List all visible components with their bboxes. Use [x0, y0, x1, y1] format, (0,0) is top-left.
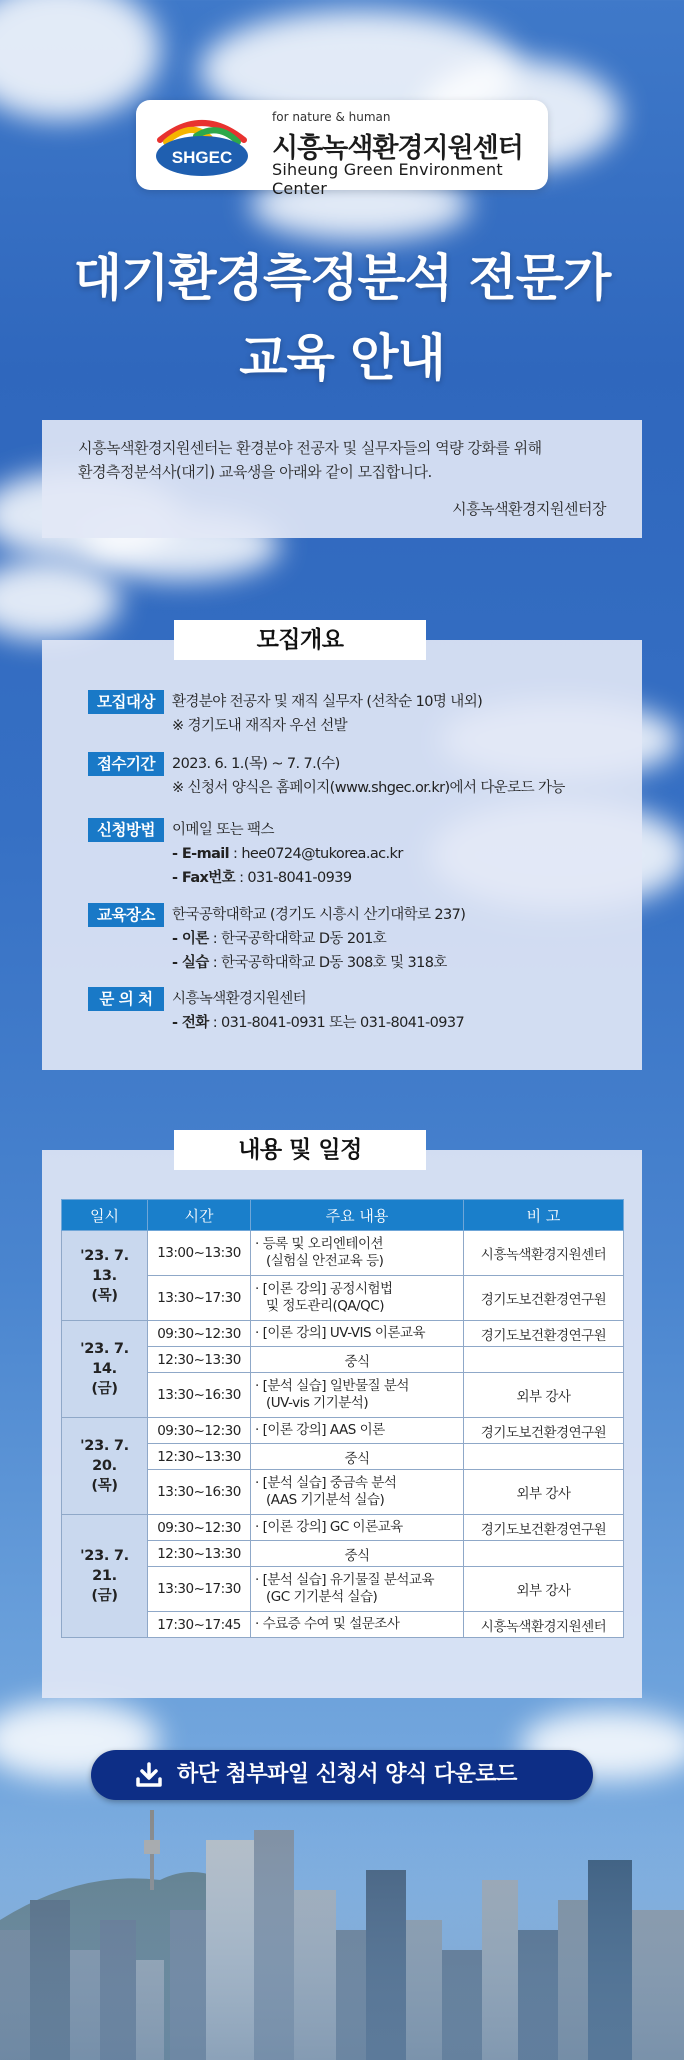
place-theory	[172, 927, 632, 951]
place-practice	[172, 951, 632, 975]
schedule-content-line: · [분석 실습] 중금속 분석	[255, 1475, 397, 1491]
schedule-time-cell: 13:30~16:30	[148, 1470, 251, 1515]
schedule-content-line: · [이론 강의] 공정시험법	[255, 1281, 393, 1297]
schedule-table	[61, 1199, 624, 1638]
tag-place: 교육장소	[88, 903, 164, 927]
logo-mark-text: SHGEC	[171, 148, 233, 167]
schedule-date-line: '23. 7. 14.	[80, 1341, 129, 1377]
fax-value: : 031-8041-0939	[235, 870, 352, 886]
schedule-note-cell: 경기도보건환경연구원	[464, 1418, 624, 1444]
schedule-content-line: · [이론 강의] AAS 이론	[255, 1422, 385, 1438]
recruit-panel	[42, 640, 642, 1070]
schedule-date-line: (목)	[91, 1287, 118, 1304]
header-content: 주요 내용	[251, 1200, 464, 1231]
schedule-date-line: '23. 7. 21.	[80, 1548, 129, 1584]
schedule-row	[62, 1418, 624, 1444]
schedule-content-cell	[251, 1515, 464, 1541]
schedule-time-cell: 09:30~12:30	[148, 1321, 251, 1347]
schedule-row	[62, 1321, 624, 1347]
schedule-note-cell: 시흥녹색환경지원센터	[464, 1231, 624, 1276]
schedule-content-cell	[251, 1276, 464, 1321]
schedule-date-line: '23. 7. 20.	[80, 1438, 129, 1474]
schedule-date-line: (목)	[91, 1478, 118, 1494]
contact-phone	[172, 1011, 632, 1035]
schedule-time-cell: 13:30~17:30	[148, 1567, 251, 1612]
schedule-content-line: (UV-vis 기기분석)	[266, 1395, 369, 1411]
tag-method: 신청방법	[88, 818, 164, 842]
schedule-content-cell	[251, 1418, 464, 1444]
period-line2: ※ 신청서 양식은 홈페이지(www.shgec.or.kr)에서 다운로드 가능	[172, 780, 565, 796]
target-line2: ※ 경기도내 재직자 우선 선발	[172, 718, 348, 734]
schedule-time-cell: 09:30~12:30	[148, 1418, 251, 1444]
period-line1: 2023. 6. 1.(목) ~ 7. 7.(수)	[172, 756, 340, 772]
schedule-content-line: · 수료증 수여 및 설문조사	[255, 1616, 400, 1632]
schedule-content-line: · [이론 강의] GC 이론교육	[255, 1519, 403, 1535]
schedule-time-cell: 13:30~17:30	[148, 1276, 251, 1321]
schedule-section-title: 내용 및 일정	[174, 1130, 426, 1170]
schedule-content-cell	[251, 1612, 464, 1638]
header-time: 시간	[148, 1200, 251, 1231]
schedule-content-cell	[251, 1231, 464, 1276]
tag-period: 접수기간	[88, 752, 164, 776]
schedule-content-cell	[251, 1321, 464, 1347]
schedule-date-cell	[62, 1231, 148, 1321]
theory-value: : 한국공학대학교 D동 201호	[208, 931, 387, 947]
schedule-content-line: (GC 기기분석 실습)	[266, 1589, 378, 1605]
schedule-content-line: 중식	[344, 1353, 370, 1370]
download-icon	[135, 1762, 163, 1788]
schedule-time-cell: 13:00~13:30	[148, 1231, 251, 1276]
schedule-date-cell	[62, 1515, 148, 1638]
email-value: : hee0724@tukorea.ac.kr	[229, 846, 403, 862]
schedule-content-line: (실험실 안전교육 등)	[266, 1253, 384, 1269]
schedule-note-cell: 시흥녹색환경지원센터	[464, 1612, 624, 1638]
schedule-note-cell: 경기도보건환경연구원	[464, 1321, 624, 1347]
schedule-time-cell: 12:30~13:30	[148, 1541, 251, 1567]
schedule-content-cell	[251, 1373, 464, 1418]
phone-label: - 전화	[172, 1015, 209, 1031]
theory-label: - 이론	[172, 931, 209, 947]
logo-tagline: for nature & human	[272, 110, 391, 124]
schedule-content-cell	[251, 1444, 464, 1470]
schedule-date-cell	[62, 1321, 148, 1418]
page-title-line2: 교육 안내	[239, 329, 445, 387]
tag-contact: 문 의 처	[88, 987, 164, 1011]
schedule-note-cell: 경기도보건환경연구원	[464, 1276, 624, 1321]
schedule-note-cell: 외부 강사	[464, 1470, 624, 1515]
schedule-content-line: 및 정도관리(QA/QC)	[266, 1298, 384, 1314]
schedule-content-line: · [분석 실습] 일반물질 분석	[255, 1378, 409, 1394]
download-form-button[interactable]	[91, 1750, 593, 1800]
tag-target: 모집대상	[88, 690, 164, 714]
schedule-content-line: · [이론 강의] UV-VIS 이론교육	[255, 1325, 426, 1341]
schedule-date-line: '23. 7. 13.	[80, 1247, 129, 1284]
method-email	[172, 842, 632, 866]
practice-value: : 한국공학대학교 D동 308호 및 318호	[208, 955, 447, 971]
logo-name-en: Siheung Green Environment Center	[272, 160, 503, 198]
fax-label: - Fax번호	[172, 870, 236, 886]
contact-line1: 시흥녹색환경지원센터	[172, 991, 307, 1007]
schedule-time-cell: 17:30~17:45	[148, 1612, 251, 1638]
download-button-label: 하단 첨부파일 신청서 양식 다운로드	[177, 1762, 517, 1787]
page-title-line1: 대기환경측정분석 전문가	[73, 249, 611, 307]
schedule-content-line: (AAS 기기분석 실습)	[266, 1492, 385, 1508]
schedule-time-cell: 12:30~13:30	[148, 1347, 251, 1373]
intro-panel	[42, 420, 642, 538]
method-line1: 이메일 또는 팩스	[172, 822, 274, 838]
city-skyline-image	[0, 1800, 684, 2060]
schedule-note-cell	[464, 1444, 624, 1470]
schedule-time-cell: 09:30~12:30	[148, 1515, 251, 1541]
intro-line2: 환경측정분석사(대기) 교육생을 아래와 같이 모집합니다.	[78, 463, 432, 481]
schedule-date-line: (금)	[91, 1588, 118, 1604]
schedule-content-cell	[251, 1347, 464, 1373]
shgec-logo-icon	[152, 112, 252, 178]
schedule-body	[62, 1231, 624, 1638]
logo-box	[136, 100, 548, 198]
intro-signature: 시흥녹색환경지원센터장	[452, 500, 606, 518]
header-note: 비 고	[464, 1200, 624, 1231]
place-line1: 한국공학대학교 (경기도 시흥시 산기대학로 237)	[172, 907, 466, 923]
phone-value: : 031-8041-0931 또는 031-8041-0937	[208, 1015, 465, 1031]
schedule-row	[62, 1515, 624, 1541]
schedule-content-cell	[251, 1567, 464, 1612]
logo-name-ko: 시흥녹색환경지원센터	[272, 133, 523, 164]
schedule-row	[62, 1231, 624, 1276]
schedule-note-cell: 외부 강사	[464, 1373, 624, 1418]
target-line1: 환경분야 전공자 및 재직 실무자 (선착순 10명 내외)	[172, 694, 483, 710]
method-fax	[172, 866, 632, 890]
practice-label: - 실습	[172, 955, 209, 971]
schedule-content-line: · 등록 및 오리엔테이션	[255, 1236, 384, 1252]
schedule-content-line: 중식	[344, 1547, 370, 1564]
schedule-content-line: · [분석 실습] 유기물질 분석교육	[255, 1572, 434, 1588]
schedule-time-cell: 13:30~16:30	[148, 1373, 251, 1418]
schedule-header-row	[62, 1200, 624, 1231]
header-date: 일시	[62, 1200, 148, 1231]
schedule-content-cell	[251, 1541, 464, 1567]
intro-line1: 시흥녹색환경지원센터는 환경분야 전공자 및 실무자들의 역량 강화를 위해	[78, 439, 542, 457]
schedule-time-cell: 12:30~13:30	[148, 1444, 251, 1470]
recruit-section-title: 모집개요	[174, 620, 426, 660]
email-label: - E-mail	[172, 846, 230, 862]
intro-text	[78, 436, 618, 484]
schedule-date-cell	[62, 1418, 148, 1515]
schedule-note-cell: 경기도보건환경연구원	[464, 1515, 624, 1541]
schedule-note-cell	[464, 1347, 624, 1373]
schedule-content-line: 중식	[344, 1450, 370, 1467]
schedule-content-cell	[251, 1470, 464, 1515]
schedule-note-cell	[464, 1541, 624, 1567]
schedule-date-line: (금)	[91, 1381, 118, 1397]
schedule-note-cell: 외부 강사	[464, 1567, 624, 1612]
